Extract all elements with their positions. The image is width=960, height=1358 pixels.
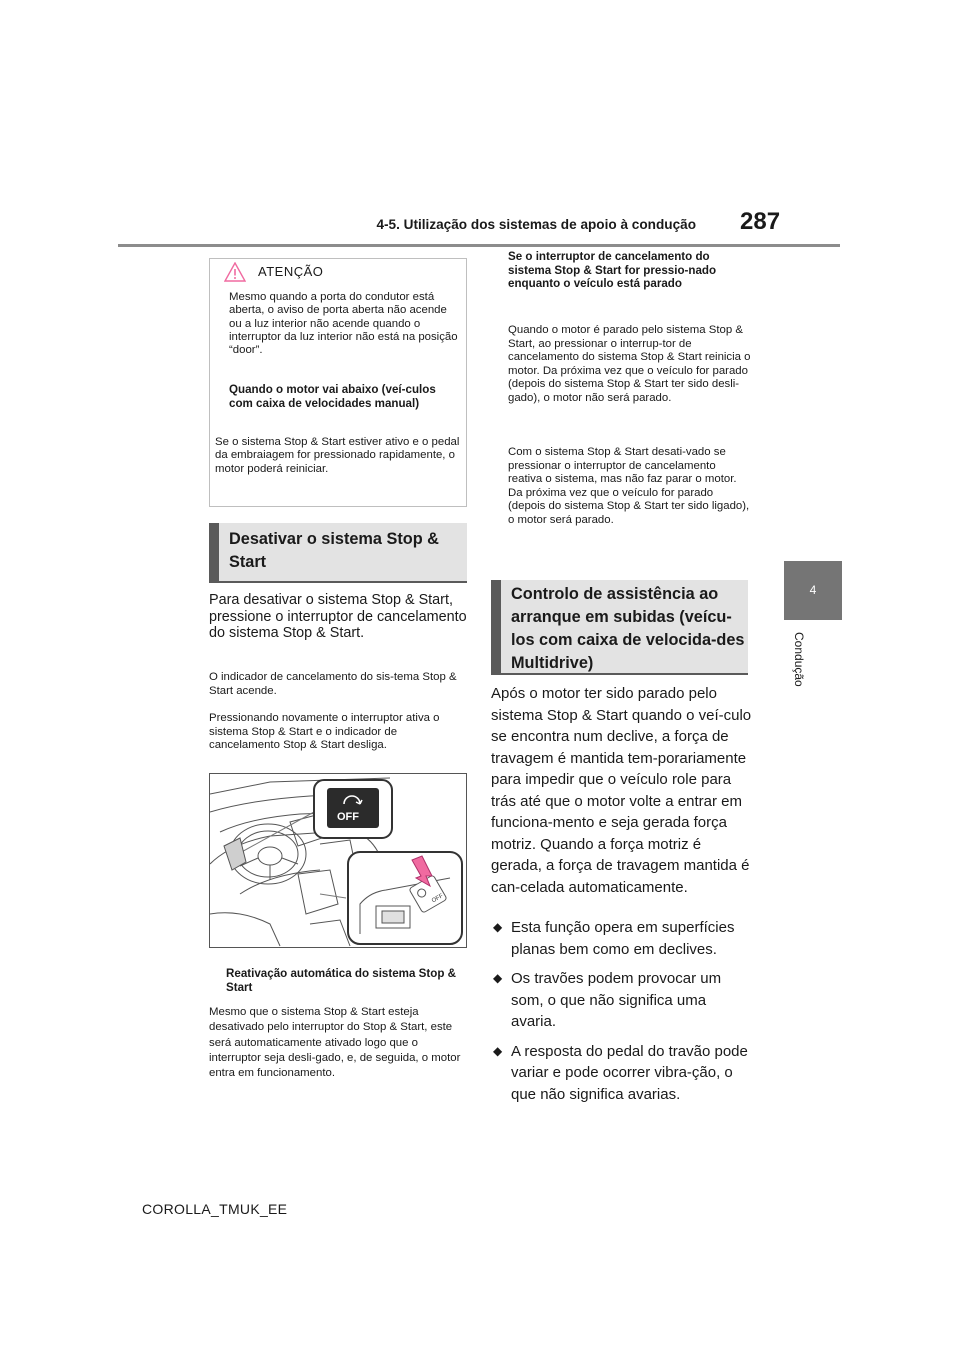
caution-paragraph: Se o sistema Stop & Start estiver ativo e o pedal da embraiagem for pressionado rapidamente, o motor poderá reiniciar.: [215, 436, 460, 475]
section-rule: [209, 581, 467, 583]
caution-paragraph: Mesmo quando a porta do condutor está aberta, o aviso de porta aberta não acende ou a luz interior não acende quando o interruptor da luz interior não está na posição “door”.: [229, 291, 458, 357]
dashboard-illustration: [209, 773, 467, 948]
indicator-off-label: OFF: [337, 811, 359, 823]
section-heading-hill-assist: Controlo de assistência ao arranque em subidas (veícu-los com caixa de velocida-des Multidrive): [491, 580, 748, 673]
warning-icon: [224, 262, 246, 282]
list-item: ◆ Os travões podem provocar um som, o que não significa uma avaria.: [491, 968, 753, 1033]
indicator-inset: [314, 780, 392, 838]
list-item: ◆ Esta função opera em superfícies planas bem como em declives.: [491, 917, 753, 960]
svg-text:OFF: OFF: [431, 893, 445, 905]
cabin-line-drawing: [210, 774, 466, 947]
document-code: COROLLA_TMUK_EE: [142, 1201, 288, 1217]
list-item: ◆ A resposta do pedal do travão pode variar e pode ocorrer vibra-ção, o que não significa avarias.: [491, 1041, 753, 1106]
indicator-note: O indicador de cancelamento do sis-tema Stop & Start acende.: [209, 671, 457, 697]
auto-reactivation-text: Mesmo que o sistema Stop & Start esteja desativado pelo interruptor do Stop & Start, este será automaticamente ativado logo que o interruptor seja desli-gado, e, de seguida, o motor entra em funcionamento.: [209, 1006, 461, 1080]
reactivate-note: Pressionando novamente o interruptor ativa o sistema Stop & Start e o indicador de cancelamento Stop & Start desliga.: [209, 712, 440, 751]
page-number: 287: [740, 208, 781, 235]
cancel-switch-paragraph: Com o sistema Stop & Start desati-vado se pressionar o interruptor de cancelamento reativa o sistema, mas não faz parar o motor. Da próxima vez que o veículo for parado (depois do sistema Stop & Start ter sido ligado), o motor será parado.: [508, 446, 750, 526]
auto-reactivation-title: Reativação automática do sistema Stop & Start: [226, 967, 457, 994]
hill-assist-notes: [491, 917, 753, 1113]
section-heading-deactivate: Desativar o sistema Stop & Start: [209, 523, 467, 581]
hill-assist-body: Após o motor ter sido parado pelo sistema Stop & Start quando o veí-culo se encontra num declive, a força de travagem é mantida tem-porariamente para impedir que o veículo role para trás até que o motor volte a entrar em funciona-mento e seja gerada força motriz. Quando a força motriz é gerada, a força de travagem mantida é can-celada automaticamente.: [491, 685, 752, 896]
header-rule: [118, 244, 840, 247]
chapter-label: Condução: [792, 632, 806, 687]
switch-inset: [348, 852, 462, 944]
chapter-tab: 4: [784, 561, 842, 620]
cancel-switch-paragraph: Quando o motor é parado pelo sistema Stop & Start, ao pressionar o interrup-tor de cancelamento do sistema Stop & Start reinicia o motor. Da próxima vez que o veículo for parado (depois do sistema Stop & Start ter sido desli-gado), o motor não será parado.: [508, 324, 751, 404]
cancel-switch-title: Se o interruptor de cancelamento do sistema Stop & Start for pressio-nado enquanto o veículo está parado: [508, 250, 717, 291]
section-title: 4-5. Utilização dos sistemas de apoio à condução: [376, 217, 696, 232]
section-rule: [491, 673, 748, 675]
caution-title: ATENÇÃO: [258, 264, 324, 279]
deactivate-instructions: Para desativar o sistema Stop & Start, pressione o interruptor de cancelamento do sistema Stop & Start.: [209, 592, 467, 641]
caution-subheading: Quando o motor vai abaixo (veí-culos com caixa de velocidades manual): [229, 383, 436, 410]
